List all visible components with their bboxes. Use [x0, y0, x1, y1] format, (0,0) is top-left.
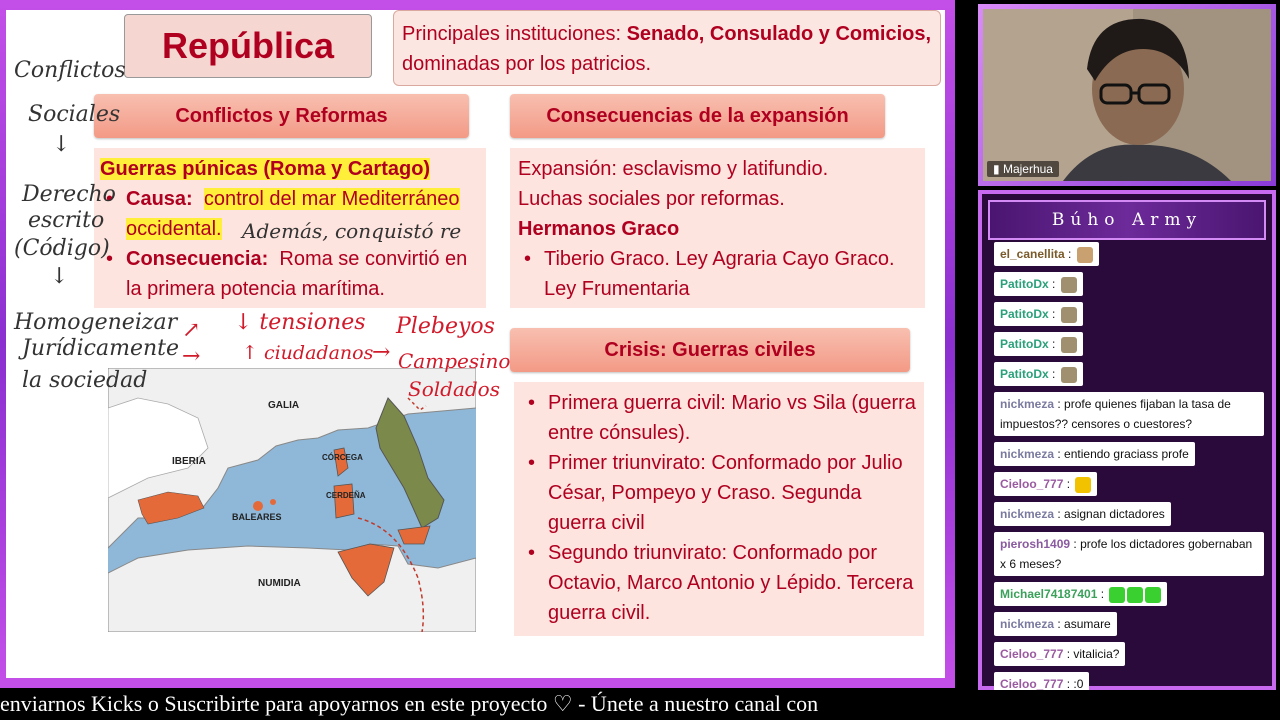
emote-icon [1109, 587, 1125, 603]
chat-message-bubble [994, 362, 1083, 386]
note-tensiones: ↓ tensiones [234, 310, 366, 335]
chat-separator: : [1063, 477, 1074, 491]
webcam-frame [978, 4, 1276, 186]
chat-username[interactable]: el_canellita [1000, 247, 1065, 261]
note-derecho: Derecho [22, 182, 116, 207]
chat-username[interactable]: PatitoDx [1000, 367, 1049, 381]
chat-username[interactable]: pierosh1409 [1000, 537, 1071, 551]
crisis-bullet-3: • Segundo triunvirato: Conformado por Octavio, Marco Antonio y Lépido. Tercera guerra civil. [522, 538, 916, 628]
slide-title: República [124, 14, 372, 78]
chat-separator: : [1054, 397, 1065, 411]
note-soldados: Soldados [408, 377, 500, 401]
chat-message-bubble [994, 332, 1083, 356]
chat-separator: : [1054, 447, 1065, 461]
chat-message [988, 392, 1268, 436]
chat-separator: : [1048, 367, 1059, 381]
emote-icon [1145, 587, 1161, 603]
chat-message-bubble [994, 392, 1264, 436]
chat-title: Búho Army [988, 200, 1266, 240]
emote-icon [1061, 337, 1077, 353]
note-ademas: Además, conquistó re [242, 219, 462, 243]
chat-message-bubble [994, 582, 1167, 606]
chat-message [988, 242, 1268, 272]
gracchi-bullet: • Tiberio Graco. Ley Agraria Cayo Graco. Ley Frumentaria [518, 244, 917, 304]
note-sociedad: la sociedad [22, 368, 148, 393]
chat-message-bubble [994, 272, 1083, 296]
cause-bullet: • Causa: control del mar Mediterráneo occidental. [100, 184, 480, 244]
chat-message [988, 272, 1268, 302]
chat-message-bubble [994, 302, 1083, 326]
expansion-line-1: Expansión: esclavismo y latifundio. [518, 158, 829, 180]
institutions-list: Senado, Consulado y Comicios, [626, 23, 932, 45]
chat-username[interactable]: Cieloo_777 [1000, 477, 1064, 491]
chat-text: vitalicia? [1073, 647, 1120, 661]
emote-icon [1061, 307, 1077, 323]
chat-message [988, 642, 1268, 672]
chat-message-bubble [994, 532, 1264, 576]
chat-message-bubble [994, 242, 1099, 266]
chat-message [988, 442, 1268, 472]
emote-icon [1077, 247, 1093, 263]
chat-message-bubble [994, 672, 1089, 690]
chat-separator: : [1054, 507, 1065, 521]
chat-separator: : [1054, 617, 1065, 631]
chat-text: profe los dictadores gobernaban x 6 meses? [1000, 537, 1253, 571]
chat-separator: : [1097, 587, 1108, 601]
map-label-baleares: BALEARES [232, 512, 282, 522]
crisis-panel [514, 382, 924, 636]
expansion-panel [510, 148, 925, 308]
institutions-note: dominadas por los patricios. [402, 53, 652, 75]
chat-username[interactable]: PatitoDx [1000, 277, 1049, 291]
chat-separator: : [1048, 337, 1059, 351]
chat-username[interactable]: Cieloo_777 [1000, 647, 1064, 661]
right-arrow-icon: ↗ [182, 318, 201, 343]
chat-message [988, 502, 1268, 532]
webcam-feed [983, 9, 1271, 181]
chat-separator: : [1070, 537, 1081, 551]
presentation-slide [6, 10, 945, 678]
chat-message-bubble [994, 642, 1125, 666]
chat-message [988, 532, 1268, 576]
chat-message-bubble [994, 472, 1097, 496]
chat-message-bubble [994, 502, 1171, 526]
chat-separator: : [1064, 247, 1075, 261]
chat-username[interactable]: nickmeza [1000, 617, 1055, 631]
institutions-box [393, 10, 941, 86]
consequence-bullet: • Consecuencia: Roma se convirtió en la primera potencia marítima. [100, 244, 480, 304]
chat-message [988, 362, 1268, 392]
camera-name-label: ▮ Majerhua [987, 161, 1059, 177]
chat-message-list[interactable] [988, 242, 1268, 690]
chat-username[interactable]: Michael74187401 [1000, 587, 1098, 601]
chat-username[interactable]: PatitoDx [1000, 337, 1049, 351]
chat-message [988, 302, 1268, 332]
note-conflictos: Conflictos [14, 58, 126, 83]
mediterranean-map [108, 368, 476, 632]
crisis-bullet-2: • Primer triunvirato: Conformado por Julio César, Pompeyo y Craso. Segunda guerra civil [522, 448, 916, 538]
map-label-numidia: NUMIDIA [258, 578, 301, 589]
chat-username[interactable]: nickmeza [1000, 447, 1055, 461]
chat-message [988, 472, 1268, 502]
chat-separator: : [1063, 647, 1074, 661]
chat-message-bubble [994, 442, 1195, 466]
gracchi-heading: Hermanos Graco [518, 218, 680, 240]
map-label-galia: GALIA [268, 400, 300, 411]
map-label-cerdena: CERDEÑA [326, 491, 366, 500]
signal-icon: ▮ [993, 162, 1000, 176]
chat-username[interactable]: Cieloo_777 [1000, 677, 1064, 690]
emote-icon [1061, 367, 1077, 383]
emote-icon [1061, 277, 1077, 293]
map-label-corcega: CÓRCEGA [322, 453, 363, 462]
chat-text: asumare [1064, 617, 1111, 631]
chat-message [988, 332, 1268, 362]
punic-wars-heading: Guerras púnicas (Roma y Cartago) [100, 158, 431, 180]
chat-message [988, 582, 1268, 612]
chat-text: profe quienes fijaban la tasa de impuestos?? censores o cuestores? [1000, 397, 1231, 431]
conflicts-section-head: Conflictos y Reformas [94, 94, 469, 138]
down-arrow-icon: ↓ [52, 132, 71, 157]
emote-icon [1075, 477, 1091, 493]
note-codigo: (Código) [14, 236, 110, 261]
chat-username[interactable]: nickmeza [1000, 397, 1055, 411]
chat-separator: : [1048, 277, 1059, 291]
right-arrow-icon: → [182, 344, 201, 369]
scrolling-ticker: enviarnos Kicks o Suscribirte para apoyarnos en este proyecto ♡ - Únete a nuestro canal con [0, 688, 970, 720]
crisis-bullet-1: • Primera guerra civil: Mario vs Sila (guerra entre cónsules). [522, 388, 916, 448]
chat-text: entiendo graciass profe [1064, 447, 1189, 461]
chat-separator: : [1063, 677, 1074, 690]
chat-message [988, 612, 1268, 642]
expansion-line-2: Luchas sociales por reformas. [518, 188, 785, 210]
down-arrow-icon: ↓ [50, 264, 69, 289]
crisis-section-head: Crisis: Guerras civiles [510, 328, 910, 372]
chat-message-bubble [994, 612, 1117, 636]
note-sociales: Sociales [28, 102, 121, 127]
chat-username[interactable]: nickmeza [1000, 507, 1055, 521]
chat-message [988, 672, 1268, 690]
chat-username[interactable]: PatitoDx [1000, 307, 1049, 321]
expansion-section-head: Consecuencias de la expansión [510, 94, 885, 138]
chat-separator: : [1048, 307, 1059, 321]
note-escrito: escrito [28, 208, 105, 233]
presenter-silhouette [983, 9, 1271, 181]
note-campesinos: Campesino [398, 349, 511, 373]
note-homogeneizar: Homogeneizar [14, 310, 178, 335]
emote-icon [1127, 587, 1143, 603]
note-plebeyos: Plebeyos [396, 314, 495, 339]
map-label-iberia: IBERIA [172, 456, 206, 467]
chat-text: :0 [1073, 677, 1084, 690]
note-juridicamente: Jurídicamente [22, 336, 180, 361]
right-arrow-icon: → [372, 340, 391, 365]
chat-text: asignan dictadores [1064, 507, 1165, 521]
chat-panel [978, 190, 1276, 690]
note-ciudadanos: ↑ ciudadanos [242, 342, 374, 364]
institutions-intro: Principales instituciones: [402, 23, 627, 45]
